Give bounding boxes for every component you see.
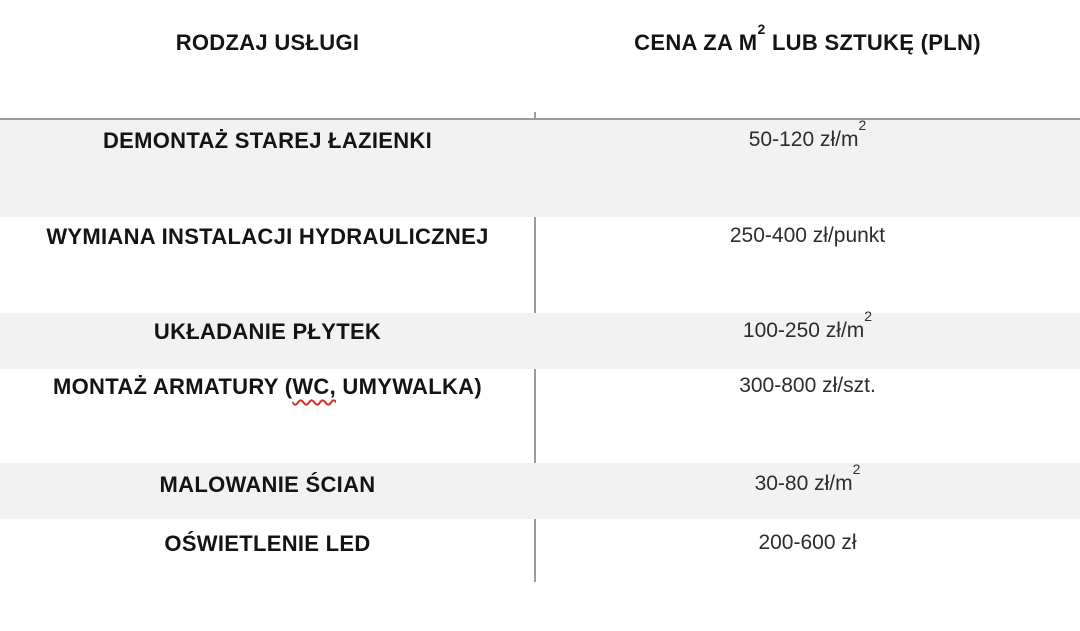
- header-price: [535, 0, 1080, 118]
- header-price-label-cont: LUB SZTUKĘ (PLN): [765, 30, 981, 55]
- header-price-label: CENA ZA M: [634, 30, 758, 55]
- service-cell: [0, 120, 535, 217]
- service-label: MALOWANIE ŚCIAN: [159, 472, 376, 497]
- service-label: MONTAŻ ARMATURY (: [53, 374, 293, 399]
- price-cell: [535, 308, 1080, 369]
- price-cell: [535, 369, 1080, 463]
- price-cell: [535, 117, 1080, 217]
- table-row-malowanie: [0, 463, 1080, 519]
- price-superscript: 2: [852, 461, 861, 477]
- price-cell: [535, 519, 1080, 581]
- service-cell: [0, 519, 535, 581]
- table-row-wymiana: [0, 217, 1080, 313]
- service-cell: [0, 217, 535, 313]
- service-cell: [0, 369, 535, 463]
- table-header-row: [0, 0, 1080, 118]
- service-label-cont: UMYWALKA): [336, 374, 482, 399]
- price-superscript: 2: [864, 308, 873, 324]
- header-price-superscript: 2: [757, 20, 766, 37]
- price-value: 50-120 zł/m: [748, 128, 859, 151]
- service-label: DEMONTAŻ STAREJ ŁAZIENKI: [102, 128, 433, 153]
- service-label: WYMIANA INSTALACJI HYDRAULICZNEJ: [46, 224, 489, 249]
- misspelled-word: WC,: [292, 374, 336, 399]
- table-row-ukladanie: [0, 308, 1080, 369]
- price-value: 200-600 zł: [758, 531, 857, 554]
- price-value: 100-250 zł/m: [742, 319, 865, 342]
- table-body: [0, 117, 1080, 581]
- table-row-oswietlenie: [0, 519, 1080, 581]
- table-row-montaz: [0, 369, 1080, 463]
- price-cell: [535, 463, 1080, 519]
- service-cell: [0, 313, 535, 369]
- price-value: 250-400 zł/punkt: [729, 224, 886, 247]
- service-label: OŚWIETLENIE LED: [164, 531, 371, 556]
- table-row-demontaz: [0, 117, 1080, 217]
- service-cell: [0, 463, 535, 519]
- header-service-type-label: RODZAJ USŁUGI: [175, 30, 360, 55]
- service-label: UKŁADANIE PŁYTEK: [153, 319, 382, 344]
- price-superscript: 2: [858, 117, 867, 133]
- price-value: 30-80 zł/m: [754, 472, 853, 495]
- price-value: 300-800 zł/szt.: [739, 374, 876, 397]
- price-cell: [535, 217, 1080, 313]
- header-service-type: [0, 0, 535, 118]
